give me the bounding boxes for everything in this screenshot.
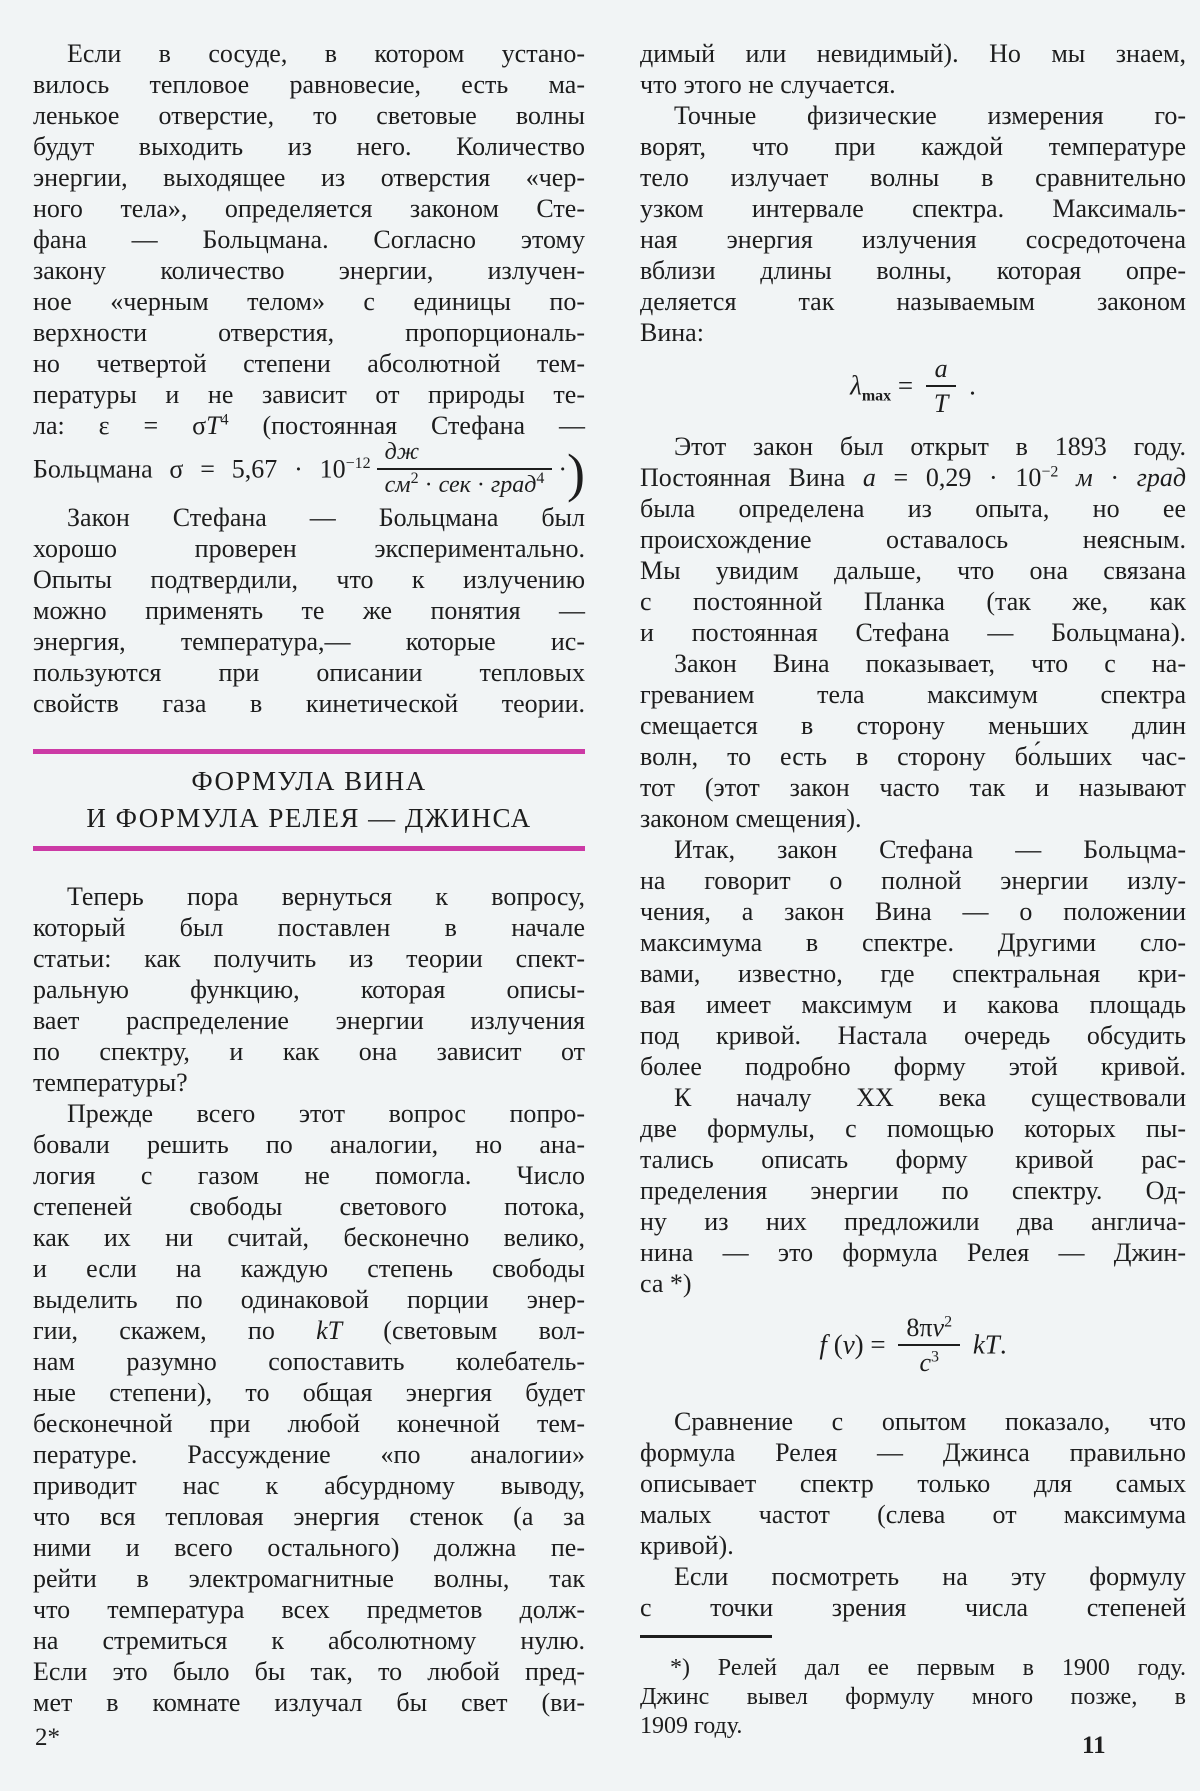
paragraph xyxy=(33,38,585,502)
text-line: Постоянная Вина $a = 0,29 \cdot 10^{-2}$ м · град xyxy=(640,463,1186,492)
text-line: ла: $\varepsilon = \sigma T^4$ (постоянная Стефана — xyxy=(33,411,585,440)
right-column xyxy=(640,38,1186,1741)
text-line: ральную функцию, которая описы- xyxy=(33,975,585,1004)
paragraph xyxy=(640,431,1186,648)
text-line: с точки зрения числа степеней xyxy=(640,1593,1186,1622)
text-line: две формулы, с помощью которых пы- xyxy=(640,1114,1186,1143)
text-line: тело излучает волны в сравнительно xyxy=(640,163,1186,192)
text-line: вами, известно, где спектральная кри- xyxy=(640,959,1186,988)
text-line: нина — это формула Релея — Джин- xyxy=(640,1238,1186,1267)
text-line: пределения энергии по спектру. Од- xyxy=(640,1176,1186,1205)
text-line: Этот закон был открыт в 1893 году. xyxy=(674,432,1186,461)
text-line: что вся тепловая энергия стенок (а за xyxy=(33,1502,585,1531)
display-formula: f (ν) = $\frac{8\pi\nu^2}{c^3}$ kT. xyxy=(819,1313,1007,1377)
text-line: Закон Вина показывает, что с на- xyxy=(674,649,1186,678)
footnote-line: Джинс вывел формулу много позже, в xyxy=(640,1684,1186,1710)
paragraph xyxy=(640,834,1186,1082)
text-line: что температура всех предметов долж- xyxy=(33,1595,585,1624)
text-line: статьи: как получить из теории спект- xyxy=(33,944,585,973)
text-line: Прежде всего этот вопрос попро- xyxy=(67,1099,585,1128)
display-formula: $\lambda_{max}$ = $\frac{a}{T}$ . xyxy=(850,354,976,418)
footnote-line: 1909 году. xyxy=(640,1713,743,1739)
text-line: но четвертой степени абсолютной тем- xyxy=(33,349,585,378)
text-line: малых частот (слева от максимума xyxy=(640,1500,1186,1529)
text-line: мет в комнате излучал бы свет (ви- xyxy=(33,1688,585,1717)
paragraph xyxy=(640,648,1186,834)
footnote-separator xyxy=(640,1635,772,1638)
text-line: по спектру, и как она зависит от xyxy=(33,1037,585,1066)
text-line: К началу XX века существовали xyxy=(674,1083,1186,1112)
text-line: Мы увидим дальше, что она связана xyxy=(640,556,1186,585)
text-line: тот (этот закон часто так и называют xyxy=(640,773,1186,802)
page-number: 11 xyxy=(1082,1732,1106,1759)
text-line: кривой). xyxy=(640,1531,734,1560)
text-line: гии, скажем, по kT (световым вол- xyxy=(33,1316,586,1345)
heading-line: И ФОРМУЛА РЕЛЕЯ — ДЖИНСА xyxy=(86,803,532,833)
text-line: Опыты подтвердили, что к излучению xyxy=(33,565,585,594)
text-line: что этого не случается. xyxy=(640,70,896,99)
text-line: пературы и не зависит от природы те- xyxy=(33,380,585,409)
text-line: димый или невидимый). Но мы знаем, xyxy=(640,39,1186,68)
text-line: с постоянной Планка (так же, как xyxy=(640,587,1186,616)
paragraph xyxy=(640,1561,1186,1623)
footnote xyxy=(640,1635,1186,1741)
text-line: приводит нас к абсурдному выводу, xyxy=(33,1471,585,1500)
text-line: закону количество энергии, излучен- xyxy=(33,256,585,285)
footnote-line: *) Релей дал ее первым в 1900 году. xyxy=(670,1655,1186,1681)
text-line: вилось тепловое равновесие, есть ма- xyxy=(33,70,585,99)
text-line: выделить по одинаковой порции энер- xyxy=(33,1285,585,1314)
text-line: на стремиться к абсолютному нулю. xyxy=(33,1626,585,1655)
text-line: ворят, что при каждой температуре xyxy=(640,132,1186,161)
text-line: са *) xyxy=(640,1269,692,1298)
text-line: можно применять те же понятия — xyxy=(33,596,585,625)
text-line: энергии, выходящее из отверстия «чер- xyxy=(33,163,585,192)
text-line: вая имеет максимум и какова площадь xyxy=(640,990,1186,1019)
text-line: была определена из опыта, но ее xyxy=(640,494,1186,523)
text-line: Больцмана $\sigma = 5,67 \cdot 10^{-12}$ $\frac{дж}{см^2 \cdot сек \cdot град^4}$ ·) xyxy=(33,439,585,503)
left-column xyxy=(33,38,585,1718)
text-line: Теперь пора вернуться к вопросу, xyxy=(67,882,585,911)
paragraph xyxy=(33,1098,585,1718)
heading-line: ФОРМУЛА ВИНА xyxy=(191,766,427,796)
text-line: Точные физические измерения го- xyxy=(674,101,1186,130)
text-line: температуры? xyxy=(33,1068,188,1097)
text-line: как их ни считай, бесконечно велико, xyxy=(33,1223,585,1252)
text-line: логия с газом не помогла. Число xyxy=(33,1161,585,1190)
text-line: будут выходить из него. Количество xyxy=(33,132,585,161)
section-heading xyxy=(33,749,585,851)
text-line: волн, то есть в сторону бо́льших час- xyxy=(640,742,1186,771)
text-line: Итак, закон Стефана — Больцма- xyxy=(674,835,1186,864)
text-line: узком интервале спектра. Максималь- xyxy=(640,194,1186,223)
text-line: более подробно форму этой кривой. xyxy=(640,1052,1186,1081)
heading-rule xyxy=(33,846,585,851)
paragraph xyxy=(33,881,585,1098)
text-line: бовали решить по аналогии, но ана- xyxy=(33,1130,585,1159)
text-line: энергия, температура,— которые ис- xyxy=(33,627,585,656)
text-line: тались описать форму кривой рас- xyxy=(640,1145,1186,1174)
paragraph xyxy=(640,1406,1186,1561)
paragraph xyxy=(640,1082,1186,1299)
text-line: ная энергия излучения сосредоточена xyxy=(640,225,1186,254)
text-line: Вина: xyxy=(640,318,704,347)
text-line: смещается в сторону меньших длин xyxy=(640,711,1186,740)
text-line: степеней свободы светового потока, xyxy=(33,1192,585,1221)
signature-mark: 2* xyxy=(35,1724,60,1751)
text-line: Если это было бы так, то любой пред- xyxy=(33,1657,585,1686)
paragraph xyxy=(640,38,1186,100)
paragraph xyxy=(33,502,585,719)
text-line: чения, а закон Вина — о положении xyxy=(640,897,1186,926)
text-line: хорошо проверен экспериментально. xyxy=(33,534,585,563)
text-line: ные степени), то общая энергия будет xyxy=(33,1378,585,1407)
text-line: ное «черным телом» с единицы по- xyxy=(33,287,585,316)
paragraph xyxy=(640,100,1186,348)
text-line: происхождение оставалось неясным. xyxy=(640,525,1186,554)
text-line: свойств газа в кинетической теории. xyxy=(33,689,585,718)
text-line: который был поставлен в начале xyxy=(33,913,585,942)
text-line: Если посмотреть на эту формулу xyxy=(674,1562,1186,1591)
text-line: нам разумно сопоставить колебатель- xyxy=(33,1347,585,1376)
text-line: вблизи длины волны, которая опре- xyxy=(640,256,1186,285)
text-line: ленькое отверстие, то световые волны xyxy=(33,101,585,130)
text-line: Сравнение с опытом показало, что xyxy=(674,1407,1186,1436)
text-line: верхности отверстия, пропорциональ- xyxy=(33,318,585,347)
text-line: максимума в спектре. Другими сло- xyxy=(640,928,1186,957)
text-line: под кривой. Настала очередь обсудить xyxy=(640,1021,1186,1050)
text-line: рейти в электромагнитные волны, так xyxy=(33,1564,585,1593)
text-line: ними и всего остального) должна пе- xyxy=(33,1533,585,1562)
text-line: формула Релея — Джинса правильно xyxy=(640,1438,1186,1467)
text-line: вает распределение энергии излучения xyxy=(33,1006,585,1035)
text-line: Закон Стефана — Больцмана был xyxy=(67,503,585,532)
text-line: пользуются при описании тепловых xyxy=(33,658,585,687)
text-line: фана — Больцмана. Согласно этому xyxy=(33,225,585,254)
text-line: деляется так называемым законом xyxy=(640,287,1186,316)
text-line: описывает спектр только для самых xyxy=(640,1469,1186,1498)
text-line: ну из них предложили два англича- xyxy=(640,1207,1186,1236)
text-line: ного тела», определяется законом Сте- xyxy=(33,194,585,223)
text-line: и постоянная Стефана — Больцмана). xyxy=(640,618,1186,647)
text-line: бесконечной при любой конечной тем- xyxy=(33,1409,585,1438)
text-line: и если на каждую степень свободы xyxy=(33,1254,585,1283)
heading-rule xyxy=(33,749,585,754)
text-line: пературе. Рассуждение «по аналогии» xyxy=(33,1440,585,1469)
text-line: греванием тела максимум спектра xyxy=(640,680,1186,709)
text-line: Если в сосуде, в котором устано- xyxy=(67,39,585,68)
text-line: законом смещения). xyxy=(640,804,862,833)
text-line: на говорит о полной энергии излу- xyxy=(640,866,1186,895)
